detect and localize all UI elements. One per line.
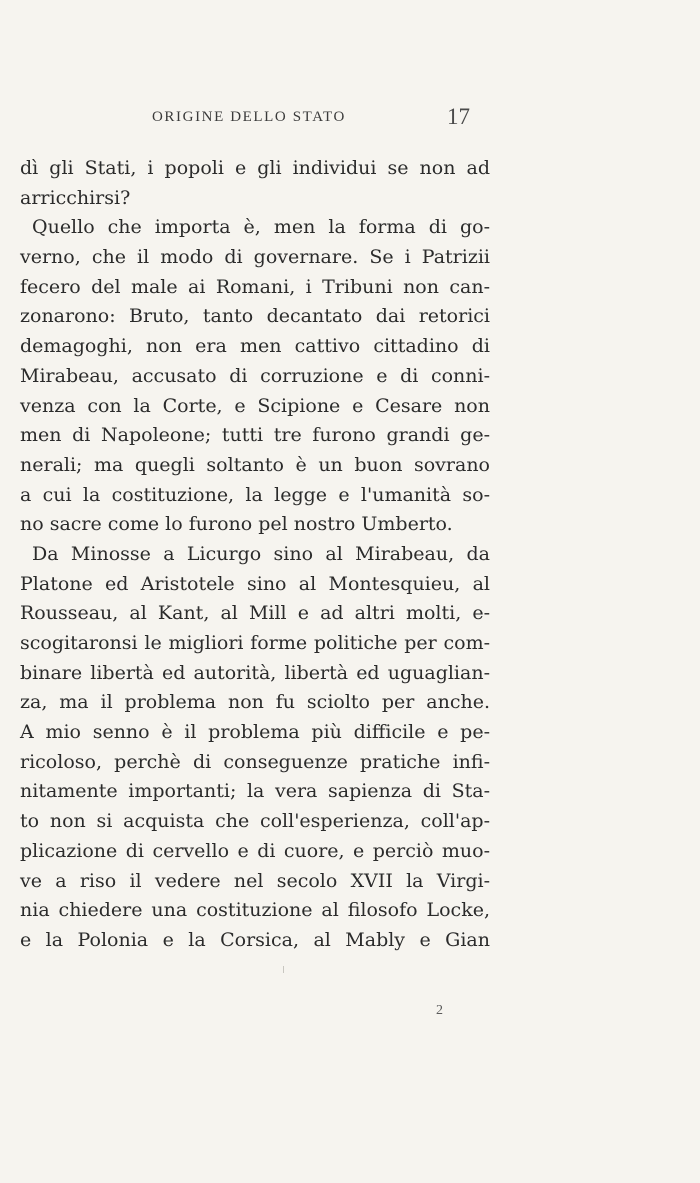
text-line: nia chiedere una costituzione al filosofo Locke, — [20, 899, 490, 922]
text-line: Platone ed Aristotele sino al Montesquieu, al — [20, 572, 490, 595]
text-line: scogitaronsi le migliori forme politiche per com- — [20, 632, 490, 654]
text-line: nerali; ma quegli soltanto è un buon sovrano — [20, 453, 490, 476]
text-line: e la Polonia e la Corsica, al Mably e Gian — [20, 928, 490, 951]
text-line: Rousseau, al Kant, al Mill e ad altri molti, e- — [20, 602, 490, 625]
page-number: 17 — [447, 104, 470, 129]
signature-mark: 2 — [436, 1003, 443, 1018]
text-line: a cui la costituzione, la legge e l'umanità so- — [20, 483, 490, 506]
text-line: men di Napoleone; tutti tre furono grandi ge- — [20, 424, 490, 447]
text-line: verno, che il modo di governare. Se i Patrizii — [20, 246, 490, 269]
text-line: nitamente importanti; la vera sapienza di Sta- — [20, 780, 490, 803]
text-line: no sacre come lo furono pel nostro Umberto. — [20, 513, 453, 536]
text-line: to non si acquista che coll'esperienza, coll'ap- — [20, 810, 490, 833]
paper-speck — [283, 966, 284, 973]
text-line: ricoloso, perchè di conseguenze pratiche infi- — [20, 750, 490, 773]
text-line: Mirabeau, accusato di corruzione e di conni- — [20, 364, 490, 387]
text-line: demagoghi, non era men cattivo cittadino di — [20, 335, 490, 358]
text-line: Da Minosse a Licurgo sino al Mirabeau, da — [32, 542, 490, 565]
text-line: binare libertà ed autorità, libertà ed uguaglian- — [20, 661, 490, 684]
running-title: ORIGINE DELLO STATO — [152, 109, 346, 125]
text-line: zonarono: Bruto, tanto decantato dai retorici — [20, 305, 490, 328]
body-text — [20, 154, 490, 956]
text-line: arricchirsi? — [20, 186, 131, 209]
text-line: plicazione di cervello e di cuore, e perciò muo- — [20, 839, 490, 862]
text-line: A mio senno è il problema più difficile e pe- — [20, 721, 490, 744]
text-line: fecero del male ai Romani, i Tribuni non can- — [20, 275, 490, 298]
running-head — [140, 104, 470, 134]
text-line: za, ma il problema non fu sciolto per anche. — [20, 691, 490, 714]
text-line: venza con la Corte, e Scipione e Cesare non — [20, 394, 490, 417]
text-line: ve a riso il vedere nel secolo XVII la Virgi- — [20, 869, 490, 892]
text-line: Quello che importa è, men la forma di go- — [32, 216, 490, 239]
text-line: dì gli Stati, i popoli e gli individui se non ad — [20, 157, 490, 179]
